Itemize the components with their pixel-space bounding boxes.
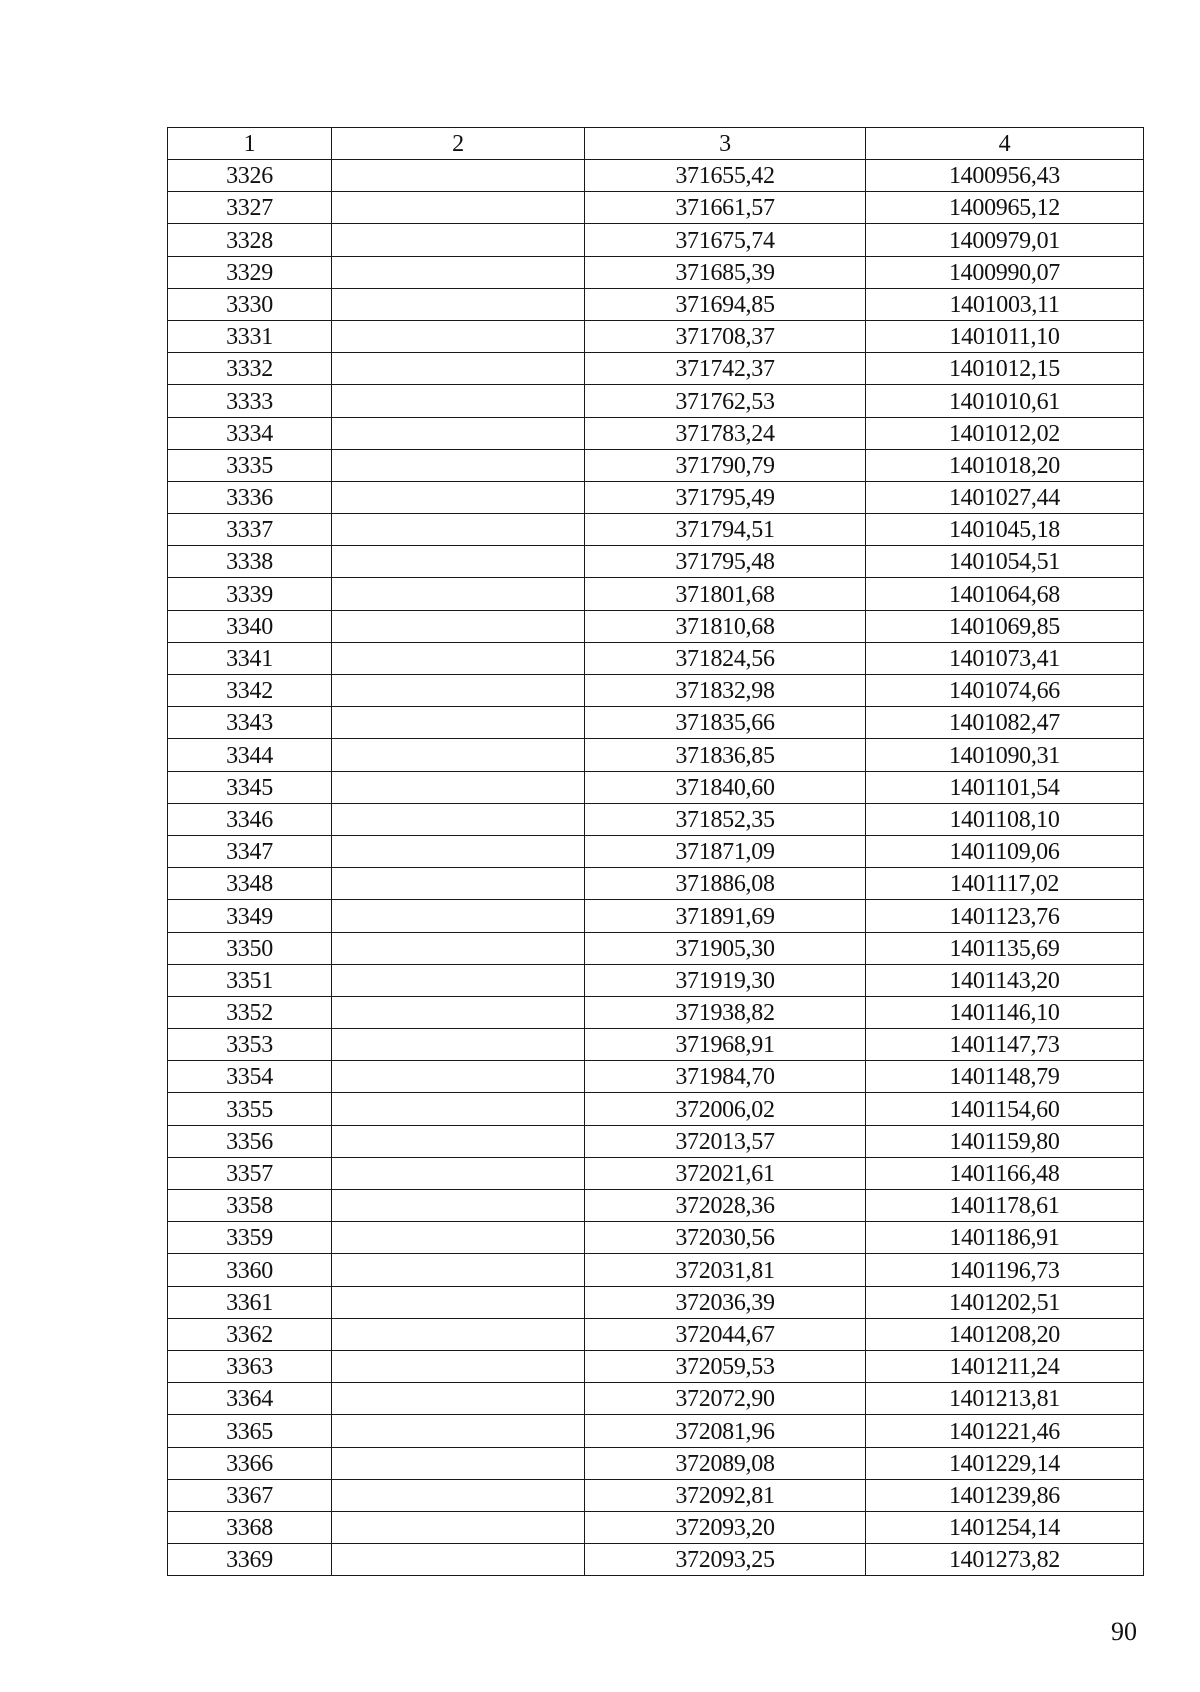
description-cell [332, 256, 585, 288]
description-cell [332, 288, 585, 320]
table-row [168, 514, 1144, 546]
table-row [168, 1350, 1144, 1382]
description-cell [332, 707, 585, 739]
y-coordinate-cell: 1401211,24 [866, 1350, 1144, 1382]
description-cell [332, 1190, 585, 1222]
table-row [168, 224, 1144, 256]
x-coordinate-cell: 371919,30 [585, 964, 866, 996]
table-row [168, 1511, 1144, 1543]
table-row [168, 1157, 1144, 1189]
point-number-cell: 3341 [168, 642, 332, 674]
x-coordinate-cell: 372093,25 [585, 1544, 866, 1576]
x-coordinate-cell: 371835,66 [585, 707, 866, 739]
table-row [168, 642, 1144, 674]
point-number-cell: 3353 [168, 1029, 332, 1061]
table-header [168, 128, 1144, 160]
x-coordinate-cell: 372089,08 [585, 1447, 866, 1479]
description-cell [332, 1511, 585, 1543]
y-coordinate-cell: 1401221,46 [866, 1415, 1144, 1447]
table-row [168, 192, 1144, 224]
y-coordinate-cell: 1401018,20 [866, 449, 1144, 481]
table-row [168, 449, 1144, 481]
point-number-cell: 3331 [168, 320, 332, 352]
y-coordinate-cell: 1401239,86 [866, 1479, 1144, 1511]
table-row [168, 288, 1144, 320]
description-cell [332, 642, 585, 674]
table-row [168, 1318, 1144, 1350]
x-coordinate-cell: 371655,42 [585, 160, 866, 192]
point-number-cell: 3365 [168, 1415, 332, 1447]
description-cell [332, 449, 585, 481]
point-number-cell: 3345 [168, 771, 332, 803]
table-row [168, 932, 1144, 964]
description-cell [332, 803, 585, 835]
table-row [168, 868, 1144, 900]
description-cell [332, 320, 585, 352]
table-row [168, 1479, 1144, 1511]
table-row [168, 320, 1144, 352]
column-header-1: 1 [168, 128, 332, 160]
description-cell [332, 1286, 585, 1318]
description-cell [332, 932, 585, 964]
x-coordinate-cell: 371968,91 [585, 1029, 866, 1061]
y-coordinate-cell: 1401012,15 [866, 353, 1144, 385]
point-number-cell: 3339 [168, 578, 332, 610]
point-number-cell: 3364 [168, 1383, 332, 1415]
x-coordinate-cell: 371984,70 [585, 1061, 866, 1093]
x-coordinate-cell: 372044,67 [585, 1318, 866, 1350]
y-coordinate-cell: 1401054,51 [866, 546, 1144, 578]
y-coordinate-cell: 1401196,73 [866, 1254, 1144, 1286]
description-cell [332, 546, 585, 578]
x-coordinate-cell: 371832,98 [585, 675, 866, 707]
x-coordinate-cell: 371840,60 [585, 771, 866, 803]
y-coordinate-cell: 1400965,12 [866, 192, 1144, 224]
description-cell [332, 1350, 585, 1382]
y-coordinate-cell: 1401229,14 [866, 1447, 1144, 1479]
point-number-cell: 3348 [168, 868, 332, 900]
point-number-cell: 3340 [168, 610, 332, 642]
x-coordinate-cell: 371790,79 [585, 449, 866, 481]
y-coordinate-cell: 1401254,14 [866, 1511, 1144, 1543]
point-number-cell: 3357 [168, 1157, 332, 1189]
y-coordinate-cell: 1401108,10 [866, 803, 1144, 835]
x-coordinate-cell: 371810,68 [585, 610, 866, 642]
description-cell [332, 1157, 585, 1189]
y-coordinate-cell: 1401208,20 [866, 1318, 1144, 1350]
table-row [168, 385, 1144, 417]
description-cell [332, 868, 585, 900]
x-coordinate-cell: 372030,56 [585, 1222, 866, 1254]
point-number-cell: 3338 [168, 546, 332, 578]
x-coordinate-cell: 372036,39 [585, 1286, 866, 1318]
description-cell [332, 1093, 585, 1125]
y-coordinate-cell: 1401027,44 [866, 481, 1144, 513]
description-cell [332, 1222, 585, 1254]
description-cell [332, 514, 585, 546]
y-coordinate-cell: 1401143,20 [866, 964, 1144, 996]
table-row [168, 546, 1144, 578]
table-row [168, 256, 1144, 288]
y-coordinate-cell: 1401101,54 [866, 771, 1144, 803]
table-row [168, 739, 1144, 771]
point-number-cell: 3356 [168, 1125, 332, 1157]
x-coordinate-cell: 372059,53 [585, 1350, 866, 1382]
table-row [168, 1254, 1144, 1286]
table-row [168, 578, 1144, 610]
y-coordinate-cell: 1401273,82 [866, 1544, 1144, 1576]
table-row [168, 771, 1144, 803]
table-row [168, 160, 1144, 192]
point-number-cell: 3361 [168, 1286, 332, 1318]
table-body [168, 160, 1144, 1576]
y-coordinate-cell: 1401178,61 [866, 1190, 1144, 1222]
point-number-cell: 3351 [168, 964, 332, 996]
point-number-cell: 3343 [168, 707, 332, 739]
point-number-cell: 3368 [168, 1511, 332, 1543]
column-header-2: 2 [332, 128, 585, 160]
x-coordinate-cell: 371708,37 [585, 320, 866, 352]
table-row [168, 1415, 1144, 1447]
description-cell [332, 1029, 585, 1061]
y-coordinate-cell: 1401146,10 [866, 996, 1144, 1028]
table-row [168, 900, 1144, 932]
description-cell [332, 353, 585, 385]
point-number-cell: 3360 [168, 1254, 332, 1286]
x-coordinate-cell: 371675,74 [585, 224, 866, 256]
x-coordinate-cell: 371762,53 [585, 385, 866, 417]
point-number-cell: 3354 [168, 1061, 332, 1093]
table-row [168, 1093, 1144, 1125]
y-coordinate-cell: 1401073,41 [866, 642, 1144, 674]
description-cell [332, 835, 585, 867]
point-number-cell: 3352 [168, 996, 332, 1028]
y-coordinate-cell: 1401186,91 [866, 1222, 1144, 1254]
description-cell [332, 900, 585, 932]
x-coordinate-cell: 371886,08 [585, 868, 866, 900]
y-coordinate-cell: 1401109,06 [866, 835, 1144, 867]
y-coordinate-cell: 1401147,73 [866, 1029, 1144, 1061]
table-row [168, 1029, 1144, 1061]
coordinates-table [167, 127, 1144, 1576]
x-coordinate-cell: 372028,36 [585, 1190, 866, 1222]
y-coordinate-cell: 1401069,85 [866, 610, 1144, 642]
point-number-cell: 3327 [168, 192, 332, 224]
table-row [168, 964, 1144, 996]
table-row [168, 1286, 1144, 1318]
x-coordinate-cell: 371938,82 [585, 996, 866, 1028]
y-coordinate-cell: 1401166,48 [866, 1157, 1144, 1189]
x-coordinate-cell: 372021,61 [585, 1157, 866, 1189]
x-coordinate-cell: 371824,56 [585, 642, 866, 674]
point-number-cell: 3366 [168, 1447, 332, 1479]
x-coordinate-cell: 372093,20 [585, 1511, 866, 1543]
x-coordinate-cell: 371905,30 [585, 932, 866, 964]
table-row [168, 803, 1144, 835]
description-cell [332, 192, 585, 224]
table-row [168, 481, 1144, 513]
x-coordinate-cell: 371794,51 [585, 514, 866, 546]
point-number-cell: 3329 [168, 256, 332, 288]
description-cell [332, 224, 585, 256]
description-cell [332, 1061, 585, 1093]
x-coordinate-cell: 371852,35 [585, 803, 866, 835]
description-cell [332, 1318, 585, 1350]
y-coordinate-cell: 1401117,02 [866, 868, 1144, 900]
y-coordinate-cell: 1401003,11 [866, 288, 1144, 320]
x-coordinate-cell: 371836,85 [585, 739, 866, 771]
description-cell [332, 1383, 585, 1415]
description-cell [332, 1479, 585, 1511]
y-coordinate-cell: 1400979,01 [866, 224, 1144, 256]
table-row [168, 675, 1144, 707]
y-coordinate-cell: 1401148,79 [866, 1061, 1144, 1093]
table-row [168, 1190, 1144, 1222]
description-cell [332, 964, 585, 996]
table-row [168, 1222, 1144, 1254]
y-coordinate-cell: 1401074,66 [866, 675, 1144, 707]
header-row [168, 128, 1144, 160]
point-number-cell: 3330 [168, 288, 332, 320]
description-cell [332, 481, 585, 513]
x-coordinate-cell: 371871,09 [585, 835, 866, 867]
x-coordinate-cell: 371742,37 [585, 353, 866, 385]
y-coordinate-cell: 1401090,31 [866, 739, 1144, 771]
description-cell [332, 417, 585, 449]
x-coordinate-cell: 372092,81 [585, 1479, 866, 1511]
x-coordinate-cell: 371795,48 [585, 546, 866, 578]
point-number-cell: 3344 [168, 739, 332, 771]
description-cell [332, 996, 585, 1028]
page-number: 90 [1111, 1617, 1137, 1646]
point-number-cell: 3334 [168, 417, 332, 449]
table-row [168, 1383, 1144, 1415]
point-number-cell: 3337 [168, 514, 332, 546]
table-row [168, 353, 1144, 385]
description-cell [332, 1544, 585, 1576]
point-number-cell: 3359 [168, 1222, 332, 1254]
y-coordinate-cell: 1401011,10 [866, 320, 1144, 352]
description-cell [332, 1415, 585, 1447]
point-number-cell: 3369 [168, 1544, 332, 1576]
description-cell [332, 771, 585, 803]
point-number-cell: 3367 [168, 1479, 332, 1511]
x-coordinate-cell: 371661,57 [585, 192, 866, 224]
y-coordinate-cell: 1401202,51 [866, 1286, 1144, 1318]
x-coordinate-cell: 372031,81 [585, 1254, 866, 1286]
table-row [168, 1125, 1144, 1157]
y-coordinate-cell: 1401012,02 [866, 417, 1144, 449]
table-row [168, 1544, 1144, 1576]
table-row [168, 610, 1144, 642]
table-row [168, 996, 1144, 1028]
point-number-cell: 3333 [168, 385, 332, 417]
description-cell [332, 1254, 585, 1286]
y-coordinate-cell: 1400956,43 [866, 160, 1144, 192]
point-number-cell: 3332 [168, 353, 332, 385]
table-row [168, 1061, 1144, 1093]
y-coordinate-cell: 1401010,61 [866, 385, 1144, 417]
point-number-cell: 3328 [168, 224, 332, 256]
x-coordinate-cell: 371801,68 [585, 578, 866, 610]
point-number-cell: 3355 [168, 1093, 332, 1125]
x-coordinate-cell: 372006,02 [585, 1093, 866, 1125]
description-cell [332, 610, 585, 642]
x-coordinate-cell: 372072,90 [585, 1383, 866, 1415]
y-coordinate-cell: 1401135,69 [866, 932, 1144, 964]
y-coordinate-cell: 1401213,81 [866, 1383, 1144, 1415]
x-coordinate-cell: 371891,69 [585, 900, 866, 932]
y-coordinate-cell: 1401154,60 [866, 1093, 1144, 1125]
column-header-4: 4 [866, 128, 1144, 160]
y-coordinate-cell: 1400990,07 [866, 256, 1144, 288]
x-coordinate-cell: 371783,24 [585, 417, 866, 449]
x-coordinate-cell: 372013,57 [585, 1125, 866, 1157]
y-coordinate-cell: 1401159,80 [866, 1125, 1144, 1157]
table-row [168, 835, 1144, 867]
description-cell [332, 675, 585, 707]
description-cell [332, 739, 585, 771]
description-cell [332, 1447, 585, 1479]
point-number-cell: 3350 [168, 932, 332, 964]
x-coordinate-cell: 371694,85 [585, 288, 866, 320]
description-cell [332, 578, 585, 610]
point-number-cell: 3346 [168, 803, 332, 835]
y-coordinate-cell: 1401045,18 [866, 514, 1144, 546]
y-coordinate-cell: 1401082,47 [866, 707, 1144, 739]
table-row [168, 1447, 1144, 1479]
description-cell [332, 1125, 585, 1157]
x-coordinate-cell: 372081,96 [585, 1415, 866, 1447]
point-number-cell: 3342 [168, 675, 332, 707]
y-coordinate-cell: 1401123,76 [866, 900, 1144, 932]
point-number-cell: 3335 [168, 449, 332, 481]
point-number-cell: 3362 [168, 1318, 332, 1350]
x-coordinate-cell: 371685,39 [585, 256, 866, 288]
point-number-cell: 3336 [168, 481, 332, 513]
point-number-cell: 3349 [168, 900, 332, 932]
point-number-cell: 3358 [168, 1190, 332, 1222]
table-row [168, 707, 1144, 739]
point-number-cell: 3326 [168, 160, 332, 192]
y-coordinate-cell: 1401064,68 [866, 578, 1144, 610]
point-number-cell: 3347 [168, 835, 332, 867]
point-number-cell: 3363 [168, 1350, 332, 1382]
table-row [168, 417, 1144, 449]
description-cell [332, 385, 585, 417]
description-cell [332, 160, 585, 192]
x-coordinate-cell: 371795,49 [585, 481, 866, 513]
column-header-3: 3 [585, 128, 866, 160]
